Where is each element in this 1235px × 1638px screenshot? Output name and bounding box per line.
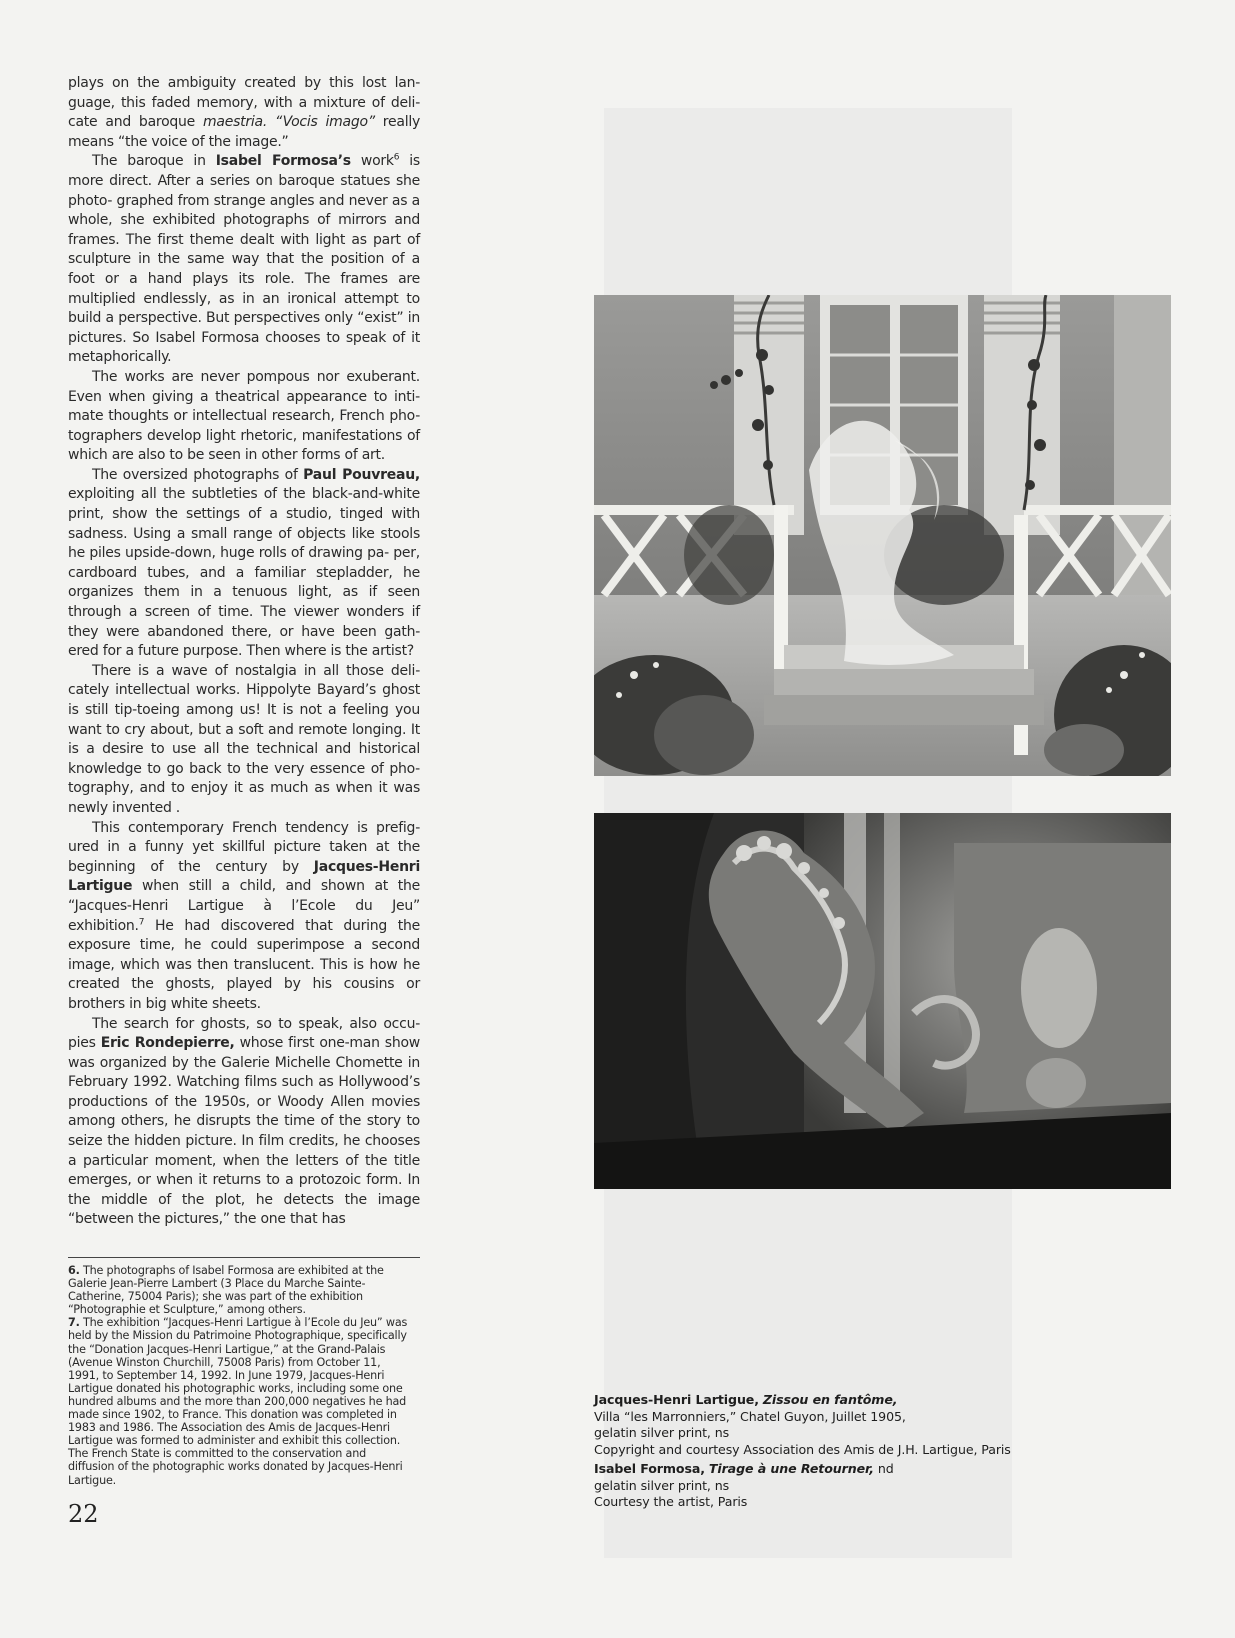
- bold-name: 7.: [68, 1316, 80, 1330]
- footnotes: [68, 1264, 408, 1487]
- text-run: work: [350, 153, 394, 170]
- photo-lartigue-ghost-image: [594, 295, 1171, 776]
- bold-name: Isabel Formosa’s: [215, 153, 351, 170]
- text-run: The photographs of Isabel Formosa are exhibited at the Galerie Jean-Pierre Lambert (3 Place du Marche Sainte-Catherine, 75004 Paris); she was part of the exhibition “Photographie et Sculpture,” among others.: [68, 1264, 384, 1317]
- text-run: The works are never pompous nor exuberant. Even when giving a theatrical appearance to inti- mate thoughts or intellectual research, French pho- tographers develop light rhetoric, manifestations of which are also to be seen in other forms of art.: [68, 368, 420, 464]
- text-run: really means “the voice of the image.”: [68, 114, 421, 150]
- text-run: This contemporary French tendency is prefig- ured in a funny yet skillful picture taken at the beginning of the century by: [68, 819, 420, 875]
- caption-line: gelatin silver print, ns: [594, 1477, 730, 1493]
- footnote-ref: 6: [393, 152, 400, 163]
- paragraph: [68, 466, 420, 662]
- footnote-divider: [68, 1257, 420, 1258]
- text-run: He had discovered that during the exposure time, he could superimpose a second image, which was then translucent. This is how he created the ghosts, played by his cousins or brothers in big white sheets.: [68, 917, 420, 1012]
- text-run: The oversized photographs of: [92, 466, 304, 483]
- text-run: whose first one-man show was organized by the Galerie Michelle Chomette in February 1992. Watching films such as Hollywood’s productions of the 1950s, or Woody Allen movies among others, he disrupts the time of the story to seize the hidden picture. In film credits, he chooses a particular moment, when the letters of the title emerges, or when it returns to a protozoic form. In the middle of the plot, he detects the image “between the pictures,” the one that has: [68, 1035, 420, 1228]
- text-run: The baroque in: [92, 153, 216, 170]
- text-run: The exhibition “Jacques-Henri Lartigue à l’Ecole du Jeu” was held by the Mission du Patrimoine Photographique, specifically the “Donation Jacques-Henri Lartigue,” at the Grand-Palais (Avenue Winston Churchill, 75008 Paris) from October 11, 1991, to September 14, 1992. In June 1979, Jacques-Henri Lartigue donated his photographic works, including some one hundred albums and the more than 200,000 negatives he had made since 1902, to France. This donation was completed in 1983 and 1986. The Association des Amis de Jacques-Henri Lartigue was formed to administer and exhibit this collection. The French State is committed to the conservation and diffusion of the photographic works donated by Jacques-Henri Lartigue.: [68, 1316, 408, 1487]
- caption-title: Tirage à une Retourner,: [708, 1461, 874, 1476]
- paragraph: [68, 368, 420, 466]
- text-run: There is a wave of nostalgia in all those deli- cately intellectual works. Hippolyte Bayard’s ghost is still tip-toeing among us! It is not a feeling you want to cry about, but a soft and remote longing. It is a desire to use all the technical and historical knowledge to go back to the very essence of pho- tography, and to enjoy it as much as when it was newly invented .: [68, 662, 420, 816]
- caption-line: gelatin silver print, ns: [594, 1425, 730, 1440]
- italic-text: maestria. “Vocis imago”: [203, 114, 375, 131]
- bold-name: 6.: [68, 1264, 80, 1277]
- paragraph: [68, 74, 420, 152]
- caption-line: Copyright and courtesy Association des Amis de J.H. Lartigue, Paris: [594, 1441, 1011, 1457]
- caption-artist: Isabel Formosa,: [594, 1461, 705, 1476]
- bold-name: Jacques-Henri Lartigue: [68, 858, 420, 895]
- body-text-column: [68, 74, 420, 1230]
- text-run: plays on the ambiguity created by this lost lan- guage, this faded memory, with a mixture of deli- cate and baroque: [68, 75, 420, 131]
- photo-lartigue-ghost: [594, 295, 1171, 776]
- caption-suffix: nd: [873, 1461, 894, 1476]
- caption-photo1-line1: [594, 1392, 1064, 1409]
- bold-name: Paul Pouvreau,: [303, 466, 421, 483]
- caption-photo2: [594, 1461, 1064, 1511]
- caption-line: Courtesy the artist, Paris: [594, 1494, 748, 1509]
- paragraph: [68, 662, 420, 819]
- paragraph: [68, 152, 420, 368]
- text-run: The search for ghosts, so to speak, also occu- pies: [68, 1015, 420, 1052]
- footnote-7: [68, 1316, 408, 1486]
- paragraph: [68, 819, 420, 1015]
- caption-photo2-line1: [594, 1461, 1064, 1478]
- caption-photo1: [594, 1392, 1064, 1458]
- footnote-ref: 7: [138, 916, 145, 927]
- caption-title: Zissou en fantôme,: [762, 1392, 898, 1407]
- text-run: is more direct. After a series on baroque statues she photo- graphed from strange angles and never as a whole, she exhibited photographs of mirrors and frames. The first theme dealt with light as part of sculpture in the same way that the position of a foot or a hand plays its role. The frames are multiplied endlessly, as in an ironical attempt to build a perspective. But perspectives only “exist” in pictures. So Isabel Formosa chooses to speak of it metaphorically.: [68, 153, 420, 366]
- photo-formosa-mirror: [594, 813, 1171, 1189]
- text-run: when still a child, and shown at the “Jacques-Henri Lartigue à l’Ecole du Jeu” exhibition.: [68, 878, 420, 934]
- caption-line: Villa “les Marronniers,” Chatel Guyon, Juillet 1905,: [594, 1408, 906, 1424]
- caption-artist: Jacques-Henri Lartigue,: [594, 1392, 759, 1407]
- bold-name: Eric Rondepierre,: [100, 1035, 235, 1052]
- paragraph: [68, 1015, 420, 1231]
- page-number: 22: [68, 1500, 99, 1528]
- photo-formosa-mirror-image: [594, 813, 1171, 1189]
- footnote-6: [68, 1264, 408, 1316]
- text-run: exploiting all the subtleties of the black-and-white print, show the settings of a studio, tinged with sadness. Using a small range of objects like stools he piles upside-down, huge rolls of drawing pa- per, cardboard tubes, and a familiar stepladder, he organizes them in a tenuous light, as if seen through a screen of time. The viewer wonders if they were abandoned there, or have been gath- ered for a future purpose. Then where is the artist?: [68, 486, 420, 660]
